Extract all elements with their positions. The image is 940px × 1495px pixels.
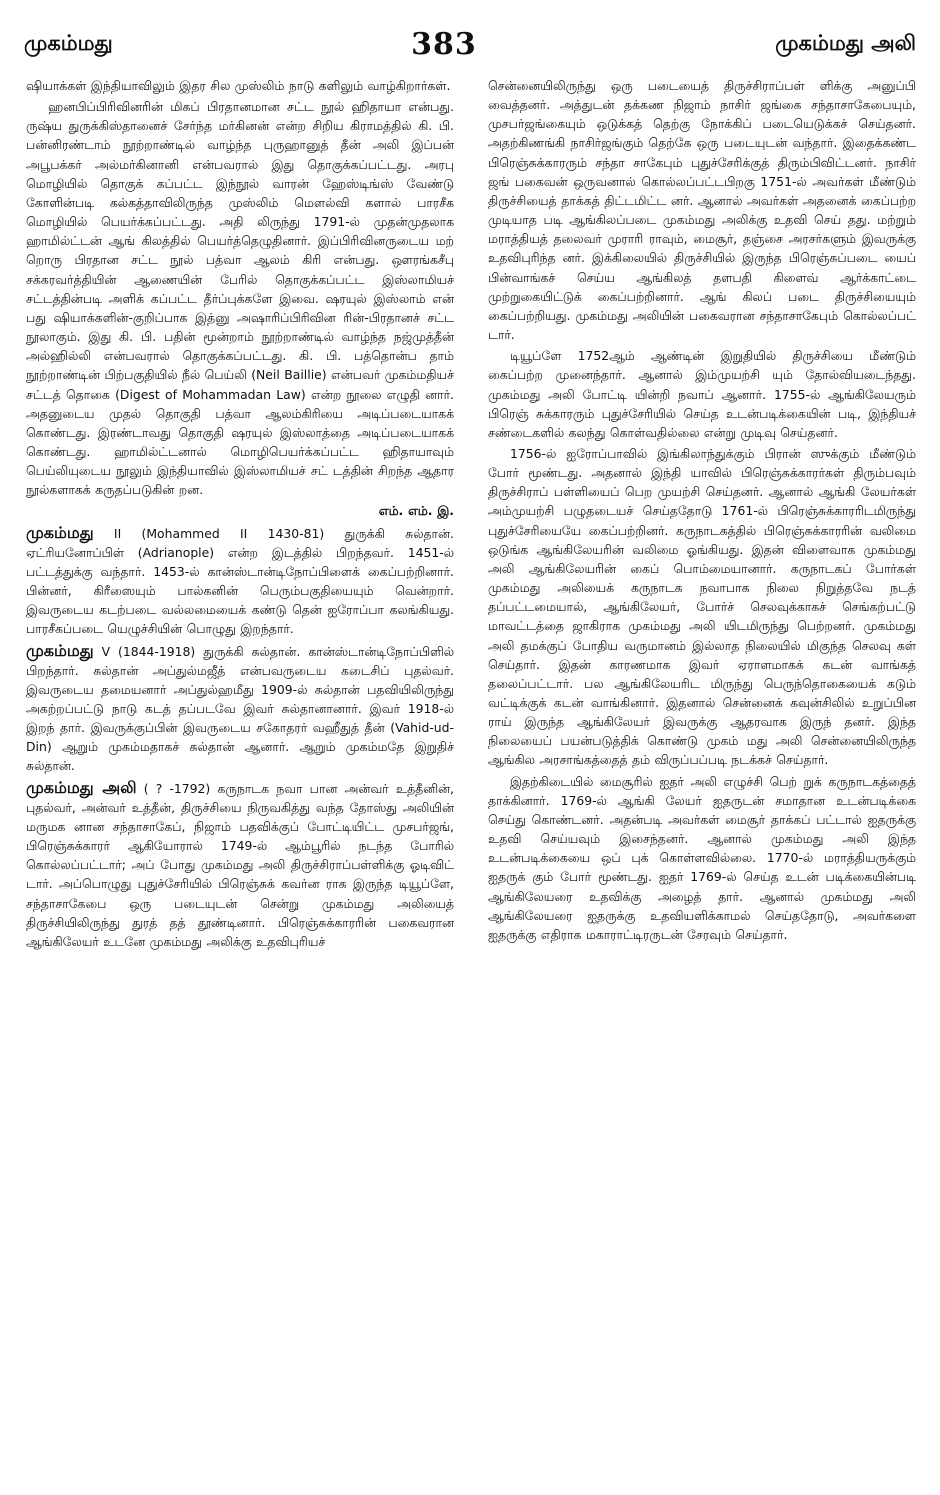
paragraph: சென்னையிலிருந்து ஒரு படையைத் திருச்சிராப்பள் ளிக்கு அனுப்பி வைத்தனர். அத்துடன் தக்கண நிஜாம் நாசிர் ஜங்கை சந்தாசாகேபையும், முசபர்ஜங்கையும் ஒடுக்கத் தெற்கு நோக்கிப் படையெடுக்கச் செய்தனர். அதற்கிணங்கி நாசிர்ஜங்கும் தெற்கே ஒரு படையுடன் வந்தார். இதைக்கண்ட பிரெஞ்சுக்காரரும் சந்தா சாகேபும் புதுச்சேரிக்குத் திரும்பிவிட்டனர். நாசிர் ஜங் பகைவன் ஒருவனால் கொல்லப்பட்டபிறகு 1751-ல் அவர்கள் மீண்டும் திருச்சியைத் தாக்கத் திட்டமிட்ட னர். ஆனால் அவர்கள் அதனைக் கைப்பற்ற முடியாத படி ஆங்கிலப்படை முகம்மது அலிக்கு உதவி செய் தது. மற்றும் மராத்தியத் தலைவர் முராரி ராவும், மைசூர், தஞ்சை அரசர்களும் இவருக்கு உதவிபுரிந்த னர். இக்கிலையில் திருச்சியில் இருந்த பிரெஞ்சுப்படை யைப் பின்வாங்கச் செய்ய ஆங்கிலத் தளபதி கிளைவ் ஆர்க்காட்டை முற்றுகையிட்டுக் கைப்பற்றினார். ஆங் கிலப் படை திருச்சியையும் கைப்பற்றியது. முகம்மது அலியின் பகைவரான சந்தாசாகேபும் கொல்லப்பட் டார்.: [488, 78, 916, 343]
paragraph: டியூப்ளே 1752ஆம் ஆண்டின் இறுதியில் திருச்சியை மீண்டும் கைப்பற்ற முனைந்தார். ஆனால் இம்முயற்சி யும் தோல்வியடைந்தது. முகம்மது அலி போட்டி யின்றி நவாப் ஆனார். 1755-ல் ஆங்கிலேயரும் பிரெஞ் சுக்காரரும் புதுச்சேரியில் செய்த உடன்படிக்கையின் படி, இந்தியச் சண்டைகளில் கலந்து கொள்வதில்லை என்று முடிவு செய்தனர்.: [488, 348, 916, 440]
entry-headword: முகம்மது: [26, 640, 94, 660]
entry-mohammed-ali: [26, 778, 454, 951]
page-number: 383: [411, 26, 477, 62]
left-column: [26, 76, 454, 1479]
entry-text: II (Mohammed II 1430-81) துருக்கி சுல்தான். ஏட்ரியனோப்பிள் (Adrianople) என்ற இடத்தில் பிறந்தவர். 1451-ல் பட்டத்துக்கு வந்தார். 1453-ல் கான்ஸ்டான்டிநோப்பிளைக் கைப்பற்றினார். பின்னர், கிரீஸையும் பால்கனின் பெரும்பகுதியையும் வென்றார். இவருடைய கடற்படை வல்லமையைக் கண்டு தென் ஐரோப்பா கலங்கியது. பாரசீகப்படை யெழுச்சியின் பொழுது இறந்தார்.: [26, 525, 454, 637]
entry-mohammed-v: [26, 641, 454, 776]
entry-headword: முகம்மது: [26, 522, 94, 542]
entry-mohammed-ii: [26, 523, 454, 639]
entry-text: ( ? -1792) கருநாடக நவா பான அன்வர் உத்தீனின், புதல்வர், அன்வர் உத்தீன், திருச்சியை நிருவகித்து வந்த தோஸ்து அலியின் மருமக னான சந்தாசாகேப், நிஜாம் பதவிக்குப் போட்டியிட்ட முசபர்ஜங், பிரெஞ்சுக்காரர் ஆகியோரால் 1749-ல் ஆம்பூரில் நடந்த போரில் கொல்லப்பட்டார்; அப் போது முகம்மது அலி திருச்சிராப்பள்ளிக்கு ஓடிவிட் டார். அப்பொழுது புதுச்சேரியில் பிரெஞ்சுக் கவர்ன ராக இருந்த டியூப்ளே, சந்தாசாகேபை ஒரு படையுடன் சென்று முகம்மது அலியைத் திருச்சியிலிருந்து துரத் தத் தூண்டினார். பிரெஞ்சுக்காரரின் பகைவரான ஆங்கிலேயர் உடனே முகம்மது அலிக்கு உதவிபுரியச்: [26, 780, 454, 949]
paragraph: இதற்கிடையில் மைசூரில் ஐதர் அலி எழுச்சி பெற் றுக் கருநாடகத்தைத் தாக்கினார். 1769-ல் ஆங்கி லேயர் ஐதருடன் சமாதான உடன்படிக்கை செய்து கொண்டனர். அதன்படி அவர்கள் மைசூர் தாக்கப் பட்டால் ஐதருக்கு உதவி செய்யவும் இசைந்தனர். ஆனால் முகம்மது அலி இந்த உடன்படிக்கையை ஒப் புக் கொள்ளவில்லை. 1770-ல் மராத்தியருக்கும் ஐதருக் கும் போர் மூண்டது. ஐதர் 1769-ல் செய்த உடன் படிக்கையின்படி ஆங்கிலேயரை உதவிக்கு அழைத் தார். ஆனால் முகம்மது அலி ஆங்கிலேயரை ஐதருக்கு உதவியளிக்காமல் செய்ததோடு, அவர்களை ஐதருக்கு எதிராக மகாராட்டிரருடன் சேரவும் செய்தார்.: [488, 773, 916, 942]
page-header: [24, 22, 916, 66]
paragraph: ஷியாக்கள் இந்தியாவிலும் இதர சில முஸ்லிம் நாடு களிலும் வாழ்கிறார்கள்.: [26, 78, 451, 93]
paragraph: ஹனபிப்பிரிவினரின் மிகப் பிரதானமான சட்ட நூல் ஹிதாயா என்பது. ருஷ்ய துருக்கிஸ்தானைச் சேர்ந்த மர்கினன் என்ற சிறிய கிராமத்தில் கி. பி. பன்னிரண்டாம் நூற்றாண்டில் வாழ்ந்த புருஹானுத் தீன் அலி இப்பன் அபூபக்கர் அல்மர்கினானி என்பவரால் இது தொகுக்கப்பட்டது. அரபு மொழியில் தொகுக் கப்பட்ட இந்நூல் வாரன் ஹேஸ்டிங்ஸ் வேண்டு கோளின்படி கல்கத்தாவிலிருந்த முஸ்லிம் மௌல்வி களால் பாரசீக மொழியில் பெயர்க்கப்பட்டது. அதி லிருந்து 1791-ல் முதன்முதலாக ஹாமில்ட்டன் ஆங் கிலத்தில் பெயர்த்தெழுதினார். இப்பிரிவினருடைய மற் றொரு பிரதான சட்ட நூல் பத்வா ஆலம் கிரி என்பது. ஔரங்கசீபு சக்கரவர்த்தியின் ஆணையின் பேரில் தொகுக்கப்பட்ட இஸ்லாமியச் சட்டத்தின்படி அளிக் கப்பட்ட தீர்ப்புக்களே இவை. ஷரயுல் இஸ்லாம் என் பது ஷியாக்களின்-குறிப்பாக இத்னு அஷாரிப்பிரிவின ரின்-பிரதானச் சட்ட நூலாகும். இது கி. பி. பதின் மூன்றாம் நூற்றாண்டில் வாழ்ந்த நஜ்முத்தீன் அல்ஹில்லி என்பவரால் தொகுக்கப்பட்டது. கி. பி. பத்தொன்ப தாம் நூற்றாண்டின் பிற்பகுதியில் நீல் பெய்லி (Neil Baillie) என்பவர் முகம்மதியச் சட்டத் தொகை (Digest of Mohammadan Law) என்ற நூலை எழுதி னார். அதனுடைய முதல் தொகுதி பத்வா ஆலம்கிரியை அடிப்படையாகக் கொண்டது. இரண்டாவது தொகுதி ஷரயுல் இஸ்லாத்தை அடிப்படையாகக் கொண்டது. ஹாமில்ட்டனால் மொழிபெயர்க்கப்பட்ட ஹிதாயாவும் பெய்லியுடைய நூலும் இந்தியாவில் இஸ்லாமியச் சட் டத்தின் சிறந்த ஆதார நூல்களாகக் கருதப்படுகின் றன.: [26, 99, 454, 498]
right-column: [488, 76, 916, 1479]
page-body: [26, 76, 916, 1479]
running-head-left: முகம்மது: [24, 30, 113, 55]
entry-text: V (1844-1918) துருக்கி சுல்தான். கான்ஸ்டான்டிநோப்பிளில் பிறந்தார். சுல்தான் அப்துல்மஜீத் என்பவருடைய கடைசிப் புதல்வர். இவருடைய தமையனார் அப்துல்ஹமீது 1909-ல் சுல்தான் பதவியிலிருந்து அகற்றப்பட்டு நாடு கடத் தப்படவே இவர் சுல்தானானார். இவர் 1918-ல் இறந் தார். இவருக்குப்பின் இவருடைய சகோதரர் வஹீதுத் தீன் (Vahid-ud-Din) ஆறும் முகம்மதாகச் சுல்தான் ஆனார். ஆறும் முகம்மதே இறுதிச் சுல்தான்.: [26, 643, 454, 774]
paragraph: 1756-ல் ஐரோப்பாவில் இங்கிலாந்துக்கும் பிரான் ஸுக்கும் மீண்டும் போர் மூண்டது. அதனால் இந்தி யாவில் பிரெஞ்சுக்காரர்கள் திரும்பவும் திருச்சிராப் பள்ளியைப் பெற முயற்சி செய்தனர். ஆனால் ஆங்கி லேயர்கள் அம்முயற்சி பழுதடையச் செய்ததோடு 1761-ல் பிரெஞ்சுக்காரரிடமிருந்து புதுச்சேரியையே கைப்பற்றினர். கருநாடகத்தில் பிரெஞ்சுக்காரரின் வலிமை ஒடுங்க ஆங்கிலேயரின் வலிமை ஓங்கியது. இதன் விளைவாக முகம்மது அலி ஆங்கிலேயரின் கைப் பொம்மையானார். கருநாடகப் போர்கள் முகம்மது அலியைக் கருநாடக நவாபாக நிலை நிறுத்தவே நடத் தப்பட்டமையால், ஆங்கிலேயர், போர்ச் செலவுக்காகச் செங்கற்பட்டு மாவட்டத்தை ஜாகிராக முகம்மது அலி யிடமிருந்து பெற்றனர். முகம்மது அலி தமக்குப் போதிய வருமானம் இல்லாத நிலையில் மிகுந்த செலவு கள் செய்தார். இதன் காரணமாக இவர் ஏராளமாகக் கடன் வாங்கத் தலைப்பட்டார். பல ஆங்கிலேயரிட மிருந்து பெருந்தொகையைக் கடும் வட்டிக்குக் கடன் வாங்கினார். இதனால் சென்னைக் கவுன்சிலில் உறுப்பின ராய் இருந்த ஆங்கிலேயர் இவருக்கு ஆதரவாக இருந் தனர். இந்த நிலையைப் பயன்படுத்திக் கொண்டு முகம் மது அலி சென்னையிலிருந்த ஆங்கில அரசாங்கத்தைத் தம் விருப்பப்படி நடக்கச் செய்தார்.: [488, 445, 916, 768]
signature-line: [26, 501, 454, 520]
entry-headword: முகம்மது அலி: [26, 777, 137, 797]
author-initials: எம். எம். இ.: [378, 503, 454, 519]
running-head-right: முகம்மது அலி: [775, 30, 916, 55]
